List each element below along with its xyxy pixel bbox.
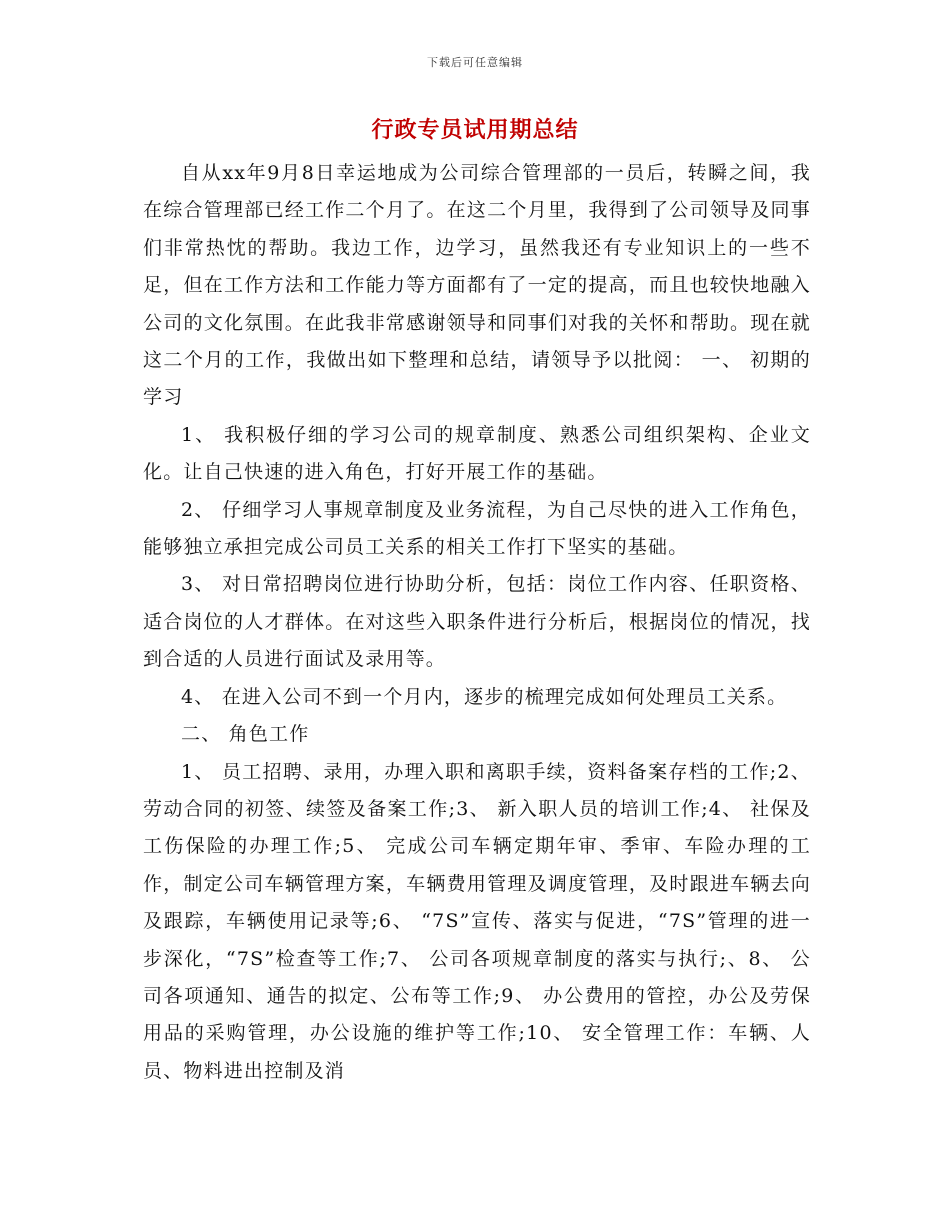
paragraph-role-duties: 1、 员工招聘、录用，办理入职和离职手续，资料备案存档的工作;2、 劳动合同的初签、续签及备案工作;3、 新入职人员的培训工作;4、 社保及工伤保险的办理工作;5、 完成公司车辆定期年审、季审、车险办理的工作，制定公司车辆管理方案，车辆费用管理及调度管理，及时跟进车辆去向及跟踪，车辆使用记录等;6、 “7S”宣传、落实与促进，“7S”管理的进一步深化，“7S”检查等工作;7、 公司各项规章制度的落实与执行;、8、 公司各项通知、通告的拟定、公布等工作;9、 办公费用的管控，办公及劳保用品的采购管理，办公设施的维护等工作;10、 安全管理工作：车辆、人员、物料进出控制及消 — [143, 760, 811, 1082]
page-header-note: 下载后可任意编辑 — [427, 56, 523, 69]
document-body — [143, 155, 811, 1090]
paragraph-item-1: 1、 我积极仔细的学习公司的规章制度、熟悉公司组织架构、企业文化。让自己快速的进入角色，打好开展工作的基础。 — [143, 423, 811, 484]
paragraph-item-4: 4、 在进入公司不到一个月内，逐步的梳理完成如何处理员工关系。 — [181, 685, 788, 708]
document-title: 行政专员试用期总结 — [371, 118, 579, 143]
section-heading-role-work: 二、 角色工作 — [181, 723, 310, 746]
paragraph-intro: 自从xx年9月8日幸运地成为公司综合管理部的一员后，转瞬之间，我在综合管理部已经工作二个月了。在这二个月里，我得到了公司领导及同事们非常热忱的帮助。我边工作，边学习，虽然我还有专业知识上的一些不足，但在工作方法和工作能力等方面都有了一定的提高，而且也较快地融入公司的文化氛围。在此我非常感谢领导和同事们对我的关怀和帮助。现在就这二个月的工作，我做出如下整理和总结，请领导予以批阅： 一、 初期的学习 — [143, 162, 811, 409]
paragraph-item-3: 3、 对日常招聘岗位进行协助分析，包括：岗位工作内容、任职资格、适合岗位的人才群体。在对这些入职条件进行分析后，根据岗位的情况，找到合适的人员进行面试及录用等。 — [143, 573, 811, 671]
paragraph-item-2: 2、 仔细学习人事规章制度及业务流程，为自己尽快的进入工作角色，能够独立承担完成公司员工关系的相关工作打下坚实的基础。 — [143, 498, 811, 559]
